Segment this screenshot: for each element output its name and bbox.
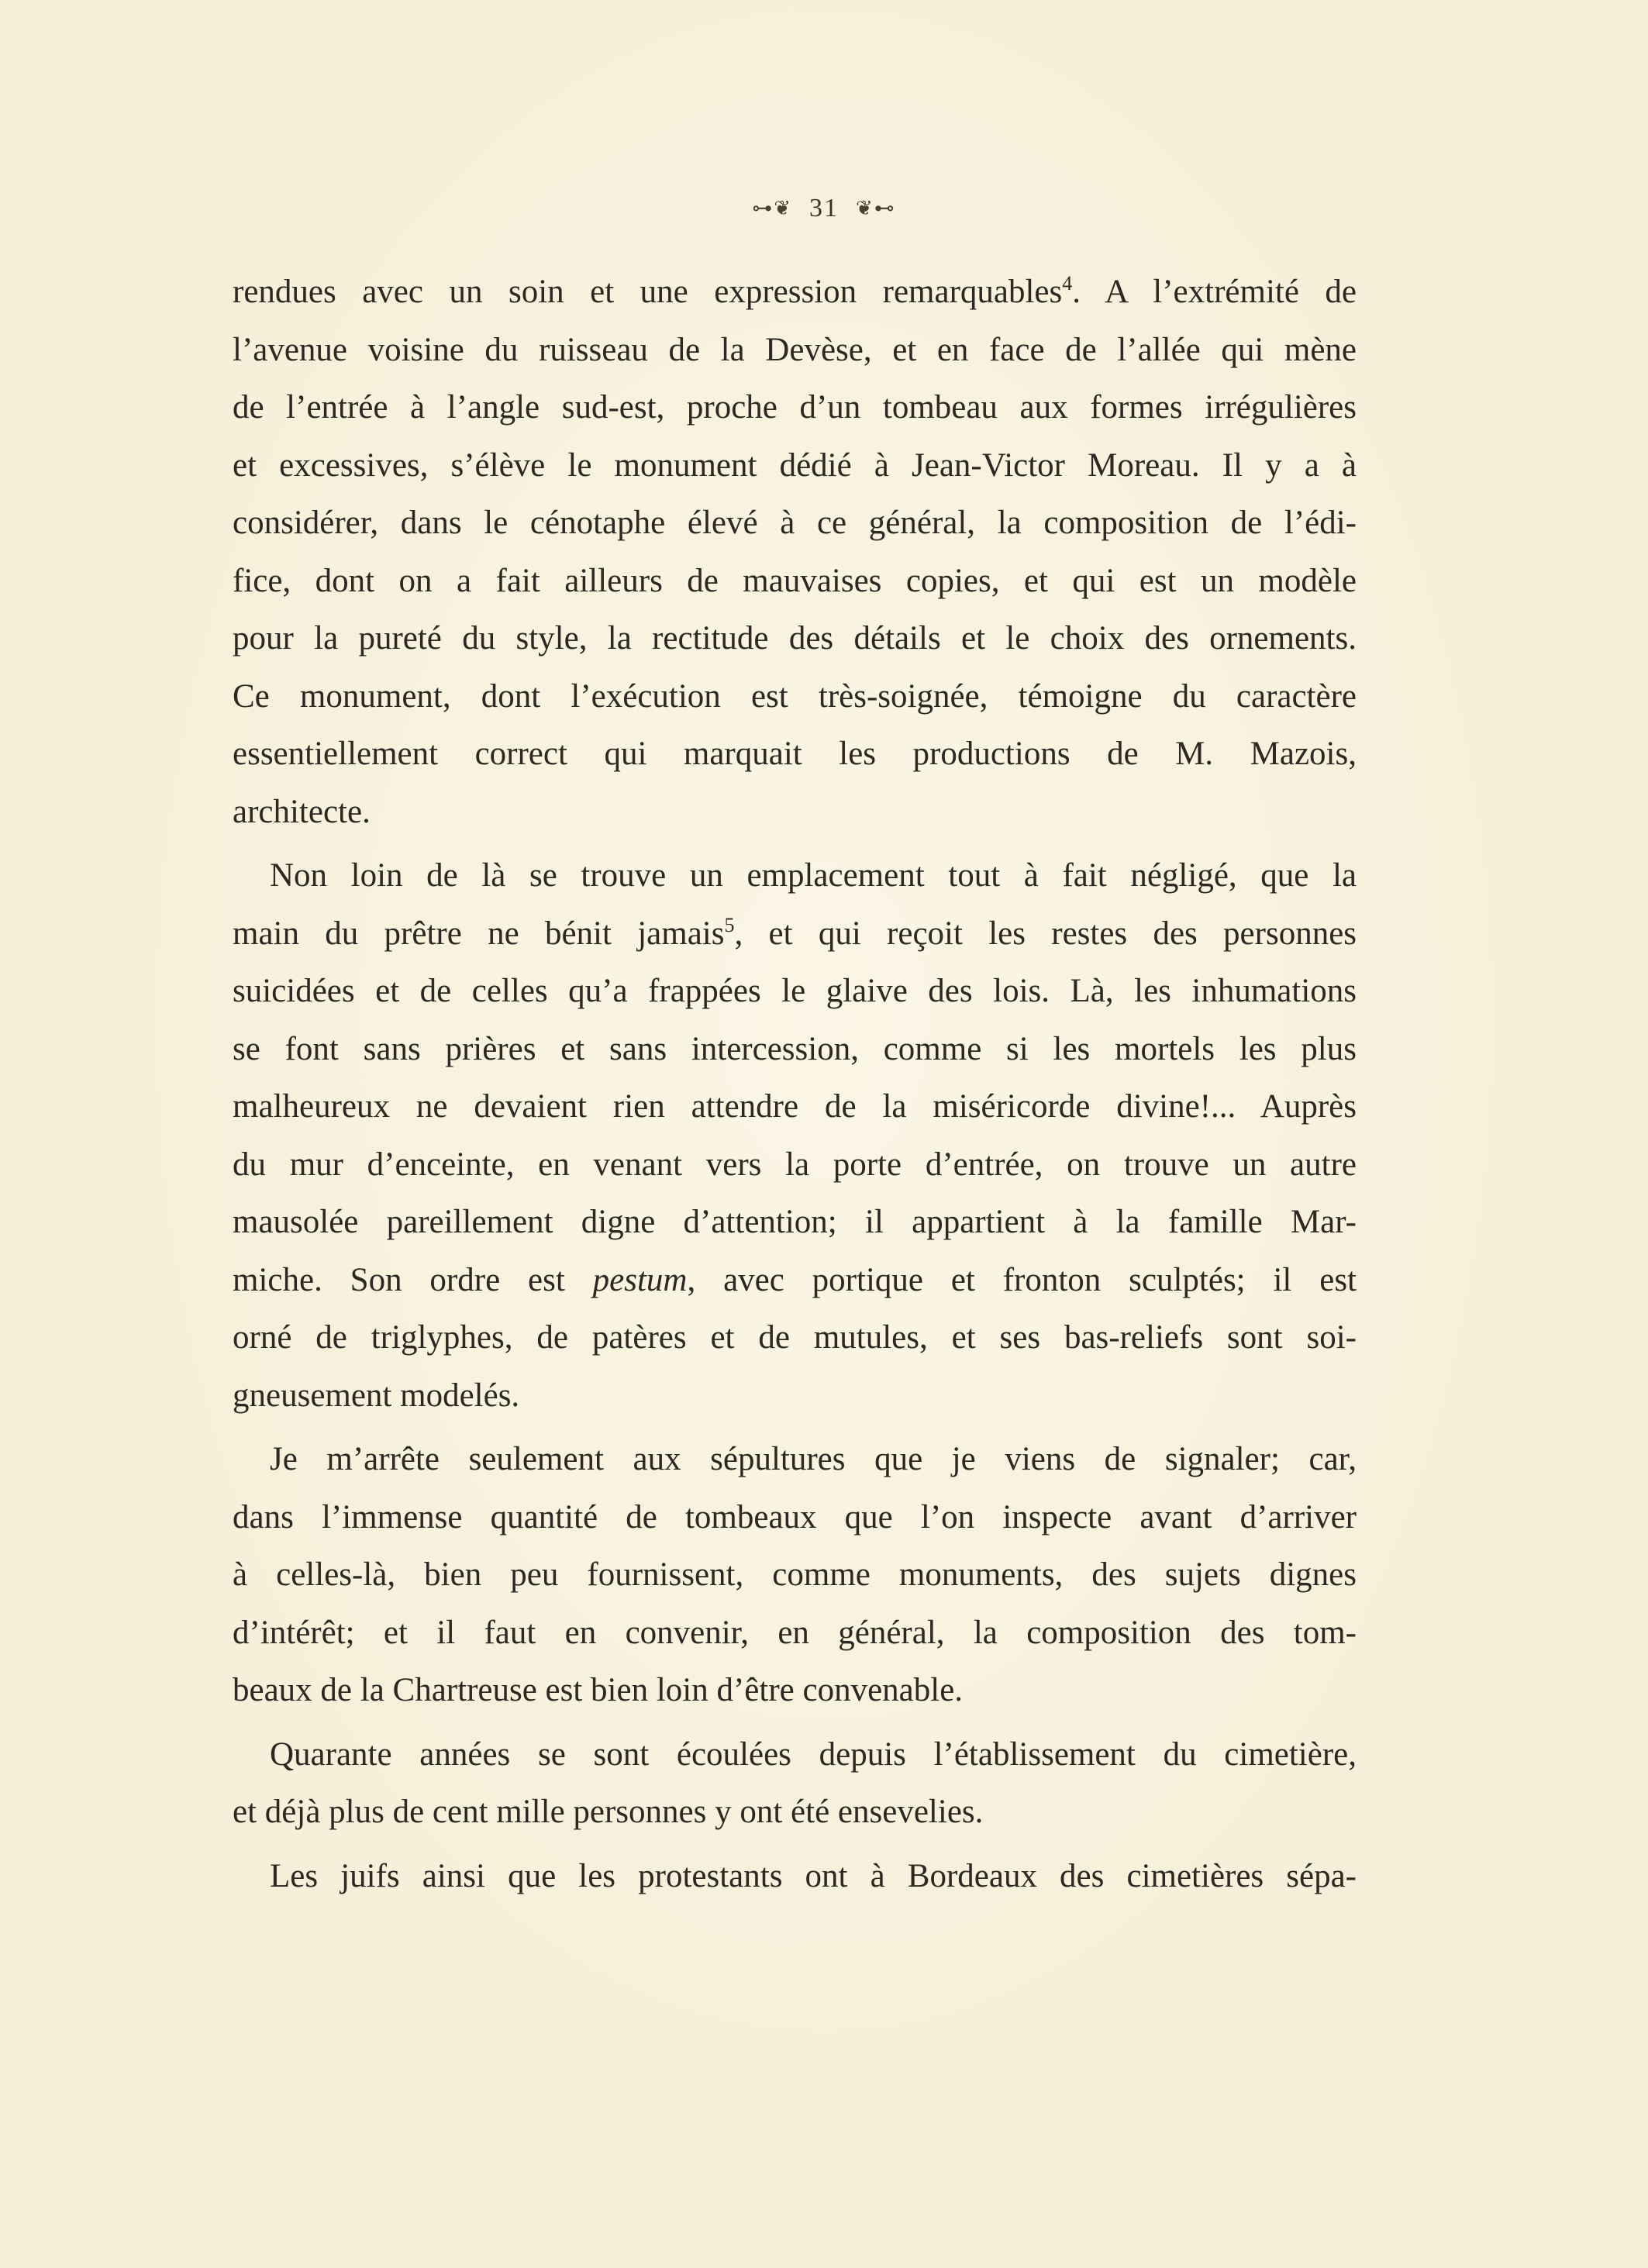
text-line: pour la pureté du style, la rectitude des détails et le choix des ornements. — [233, 620, 1357, 657]
ornament-left-icon: ⊶❦ — [752, 197, 792, 220]
text-line: fice, dont on a fait ailleurs de mauvaises copies, et qui est un modèle — [233, 562, 1357, 599]
text-line: orné de triglyphes, de patères et de mutules, et ses bas-reliefs sont soi- — [233, 1319, 1357, 1356]
ornament-right-icon: ❦⊷ — [856, 197, 896, 220]
text-line: Les juifs ainsi que les protestants ont à Bordeaux des cimetières sépa- — [270, 1857, 1357, 1894]
text-line: mausolée pareillement digne d’attention; il appartient à la famille Mar- — [233, 1204, 1357, 1240]
text-line: rendues avec un soin et une expression remarquables$^4$. A l’extrémité de — [233, 272, 1357, 310]
body-text — [233, 264, 1357, 1905]
text-line: malheureux ne devaient rien attendre de la miséricorde divine!... Auprès — [233, 1088, 1357, 1125]
text-line: considérer, dans le cénotaphe élevé à ce général, la composition de l’édi- — [233, 505, 1357, 541]
text-line: beaux de la Chartreuse est bien loin d’être convenable. — [233, 1672, 964, 1708]
text-line: se font sans prières et sans intercession, comme si les mortels les plus — [233, 1030, 1357, 1067]
text-line: miche. Son ordre est pestum, avec portique et fronton sculptés; il est — [233, 1261, 1357, 1298]
text-line: Ce monument, dont l’exécution est très-soignée, témoigne du caractère — [233, 677, 1357, 715]
text-line: de l’entrée à l’angle sud-est, proche d’un tombeau aux formes irrégulières — [233, 389, 1357, 426]
text-line: d’intérêt; et il faut en convenir, en général, la composition des tom- — [233, 1614, 1357, 1651]
text-line: du mur d’enceinte, en venant vers la porte d’entrée, on trouve un autre — [233, 1146, 1357, 1183]
page-header — [0, 192, 1648, 223]
text-line: Je m’arrête seulement aux sépultures que je viens de signaler; car, — [270, 1441, 1357, 1477]
text-line: main du prêtre ne bénit jamais$^5$, et qui reçoit les restes des personnes — [233, 913, 1357, 952]
text-line: et excessives, s’élève le monument dédié à Jean-Victor Moreau. Il y a à — [233, 446, 1357, 484]
text-line: et déjà plus de cent mille personnes y ont été ensevelies. — [233, 1794, 984, 1830]
footnote-ref: 5 — [724, 913, 735, 936]
text-line: gneusement modelés. — [233, 1377, 520, 1414]
footnote-ref: 4 — [1062, 272, 1073, 295]
text-line: dans l’immense quantité de tombeaux que l’on inspecte avant d’arriver — [233, 1498, 1357, 1536]
text-line: architecte. — [233, 793, 371, 830]
text-line: Non loin de là se trouve un emplacement tout à fait négligé, que la — [270, 857, 1357, 894]
text-line: à celles-là, bien peu fournissent, comme monuments, des sujets dignes — [233, 1556, 1357, 1593]
text-line: suicidées et de celles qu’a frappées le glaive des lois. Là, les inhumations — [233, 973, 1357, 1009]
text-line: l’avenue voisine du ruisseau de la Devèse, et en face de l’allée qui mène — [233, 331, 1357, 368]
text-line: Quarante années se sont écoulées depuis l’établissement du cimetière, — [270, 1735, 1357, 1773]
italic-term: pestum — [592, 1261, 688, 1298]
text-line: essentiellement correct qui marquait les productions de M. Mazois, — [233, 736, 1357, 772]
page-number: 31 — [809, 194, 839, 223]
